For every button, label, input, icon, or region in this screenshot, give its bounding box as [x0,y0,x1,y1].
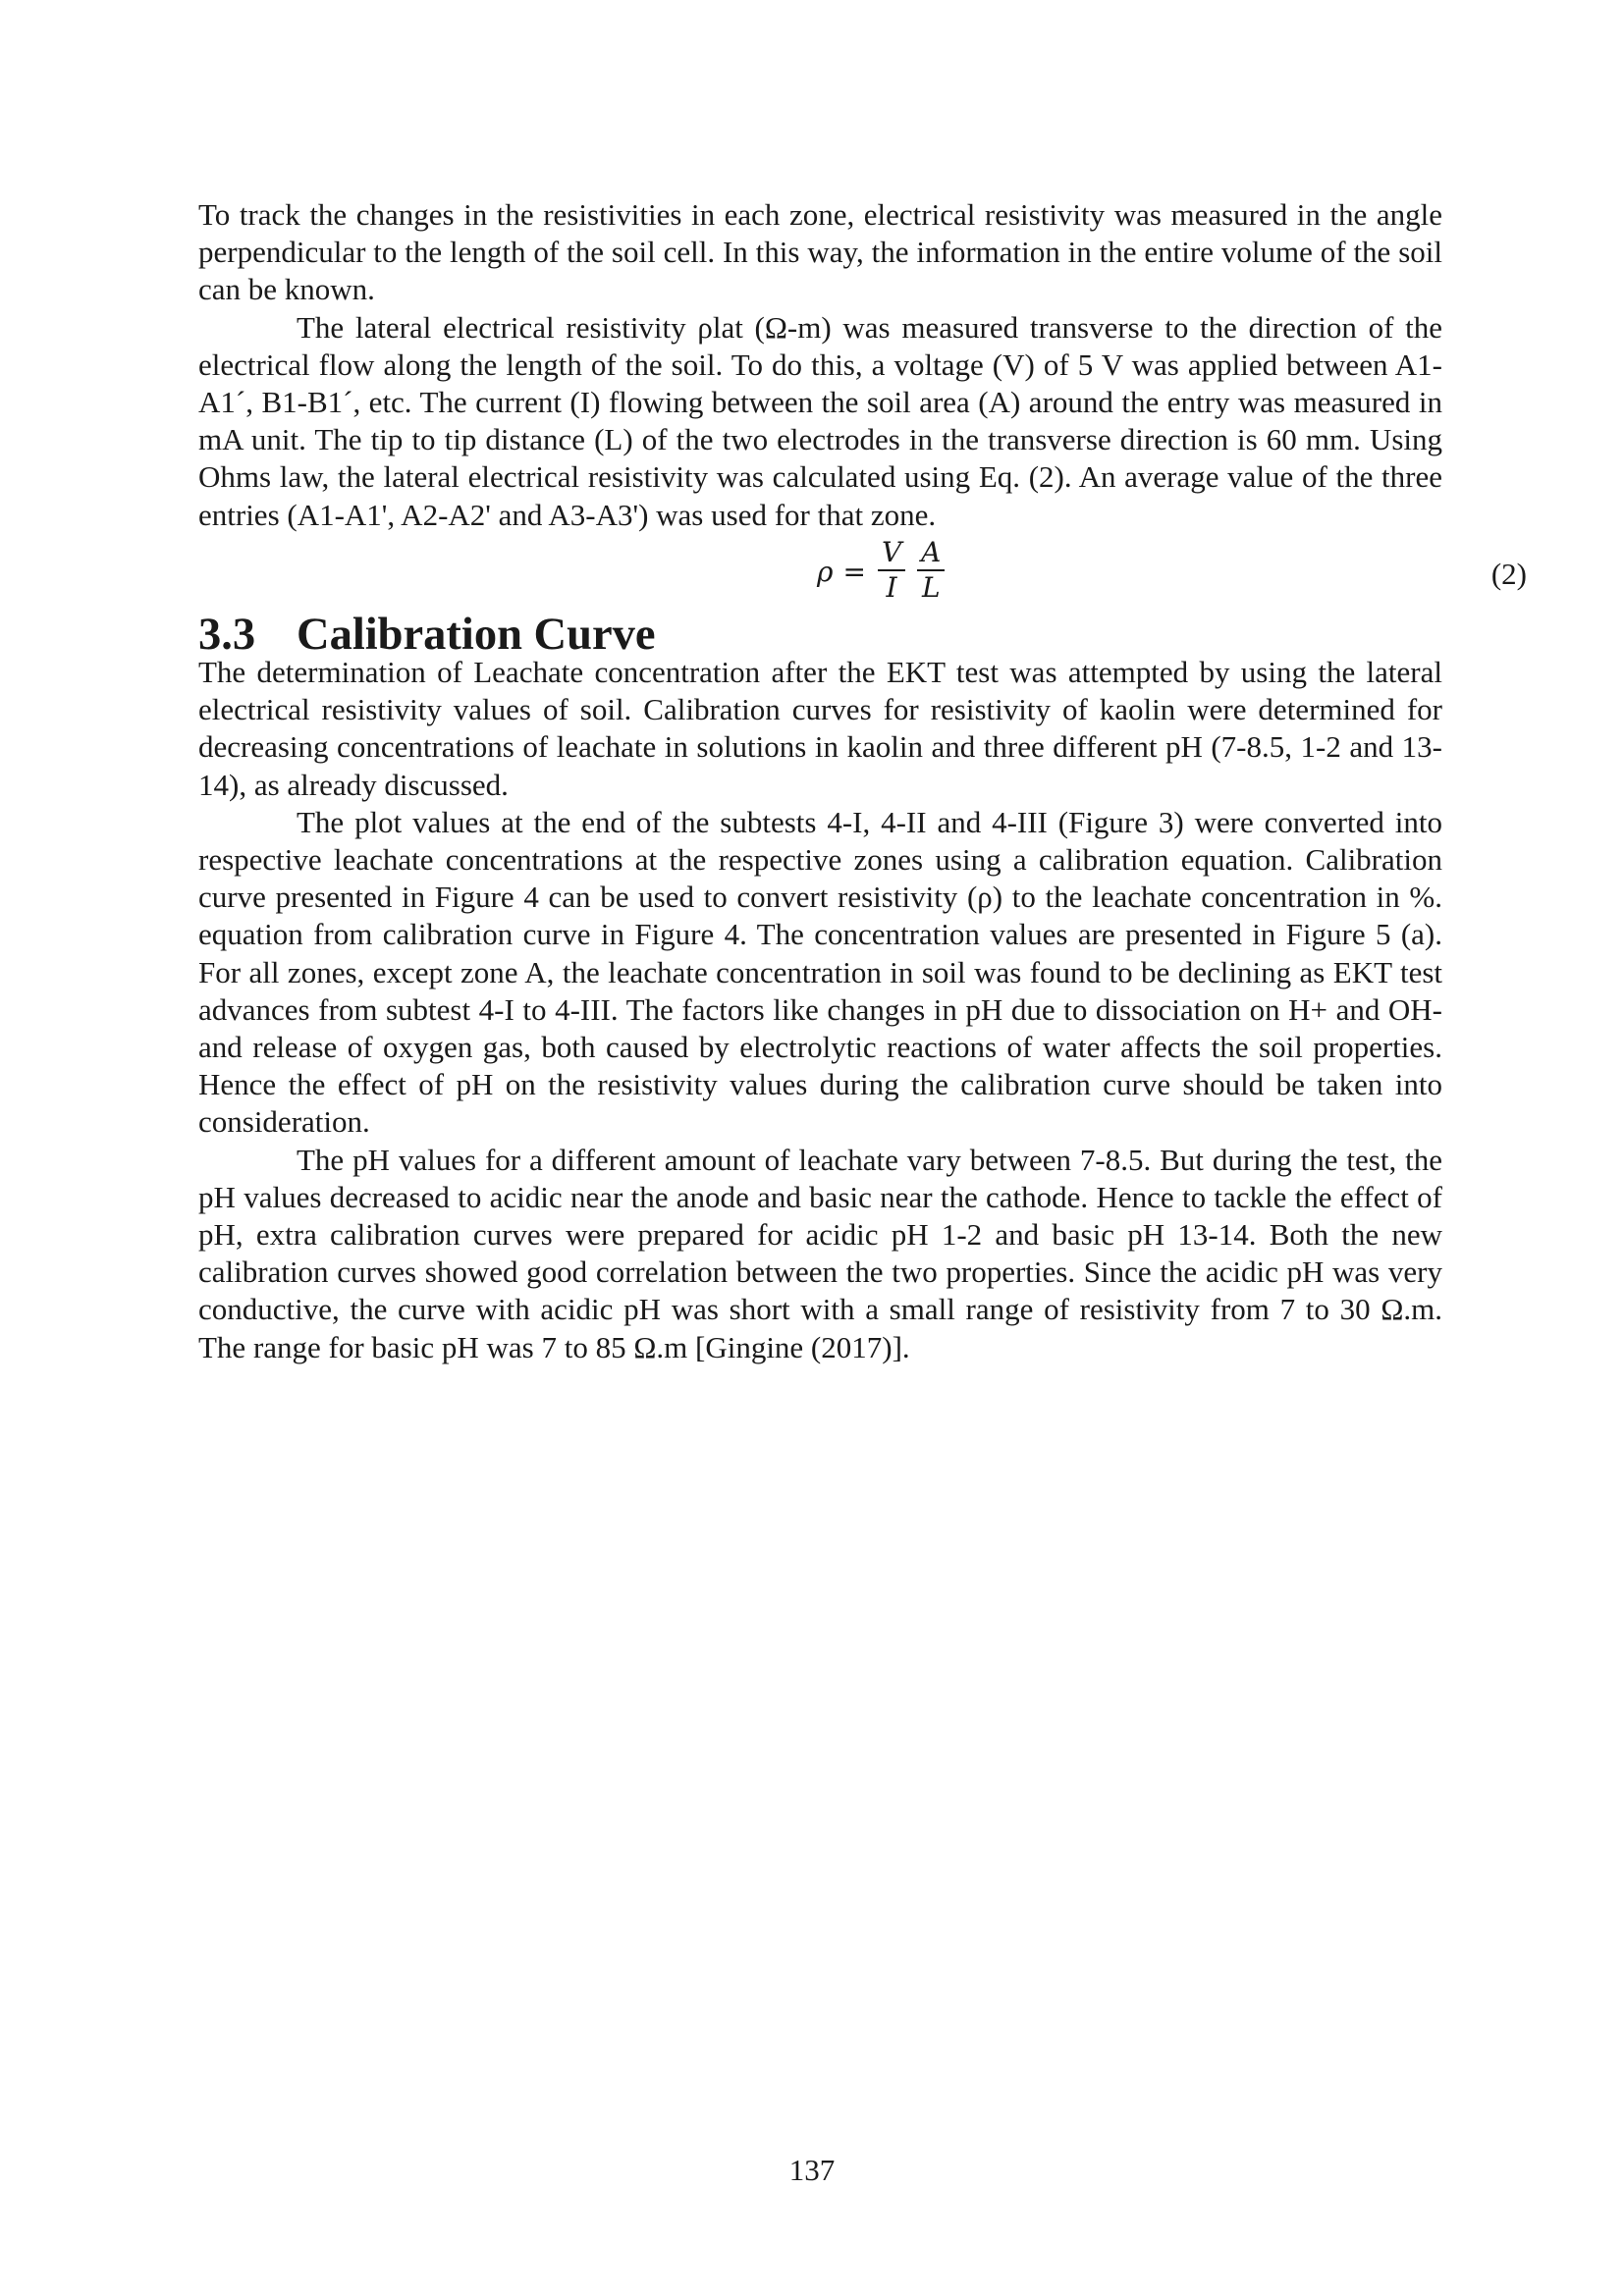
resistivity-equation [817,536,950,605]
paragraph-ph-values: The pH values for a different amount of leachate vary between 7-8.5. But during the test, the pH values decreased to acidic near the anode and basic near the cathode. Hence to tackle the effect of pH, extra calibration curves were prepared for acidic pH 1-2 and basic pH 13-14. Both the new calibration curves showed good correlation between the two properties. Since the acidic pH was very conductive, the curve with acidic pH was short with a small range of resistivity from 7 to 30 Ω.m. The range for basic pH was 7 to 85 Ω.m [Gingine (2017)]. [198,1142,1442,1364]
paragraph-lateral-resistivity: The lateral electrical resistivity ρlat (Ω-m) was measured transverse to the direction of the electrical flow along the length of the soil. To do this, a voltage (V) of 5 V was applied between A1-A1´, B1-B1´, etc. The current (I) flowing between the soil area (A) around the entry was measured in mA unit. The tip to tip distance (L) of the two electrodes in the transverse direction is 60 mm. Using Ohms law, the lateral electrical resistivity was calculated using Eq. (2). An average value of the three entries (A1-A1', A2-A2' and A3-A3') was used for that zone. [198,309,1442,532]
page-content [198,196,1527,1366]
section-number: 3.3 [198,609,256,660]
paragraph-leachate-determination: The determination of Leachate concentration after the EKT test was attempted by using the lateral electrical resistivity values of soil. Calibration curves for resistivity of kaolin were determined for decreasing concentrations of leachate in solutions in kaolin and three different pH (7-8.5, 1-2 and 13-14), as already discussed. [198,655,1442,802]
paragraph-plot-values: The plot values at the end of the subtests 4-I, 4-II and 4-III (Figure 3) were converted into respective leachate concentrations at the respective zones using a calibration equation. Calibration curve presented in Figure 4 can be used to convert resistivity (ρ) to the leachate concentration in %. equation from calibration curve in Figure 4. The concentration values are presented in Figure 5 (a). For all zones, except zone A, the leachate concentration in soil was found to be declining as EKT test advances from subtest 4-I to 4-III. The factors like changes in pH due to dissociation on H+ and OH- and release of oxygen gas, both caused by electrolytic reactions of water affects the soil properties. Hence the effect of pH on the resistivity values during the calibration curve should be taken into consideration. [198,804,1442,1140]
fraction-a-over-l [917,536,945,605]
section-title: Calibration Curve [297,609,656,660]
section-heading-calibration-curve [198,609,1442,660]
fraction-numerator-v: V [878,536,905,571]
page-number: 137 [788,2153,836,2187]
fraction-v-over-i [878,536,905,605]
fraction-denominator-i: I [886,570,897,604]
equation-number: (2) [1490,556,1527,591]
equation-block [198,534,1527,616]
equation-rho: ρ [817,555,834,588]
paragraph-resistivity-tracking: To track the changes in the resistivities in each zone, electrical resistivity was measured in the angle perpendicular to the length of the soil cell. In this way, the information in the entire volume of the soil can be known. [198,197,1442,307]
fraction-numerator-a: A [917,536,945,571]
fraction-denominator-l: L [921,570,941,604]
equation-equals-sign: = [842,555,866,588]
